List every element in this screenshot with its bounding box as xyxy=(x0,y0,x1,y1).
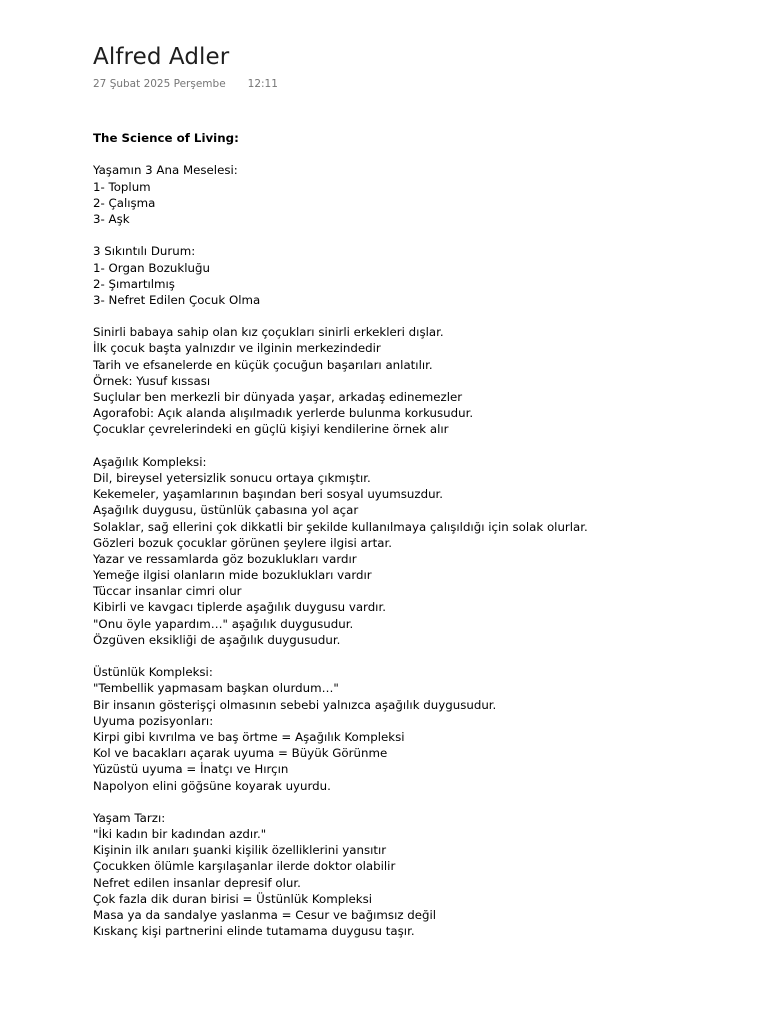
note-line: Tarih ve efsanelerde en küçük çocuğun başarıları anlatılır. xyxy=(93,357,433,372)
blank-line xyxy=(93,227,588,243)
note-line: Solaklar, sağ ellerini çok dikkatli bir şekilde kullanılmaya çalışıldığı için solak olurlar. xyxy=(93,519,588,534)
note-line: Uyuma pozisyonları: xyxy=(93,713,214,728)
note-heading: The Science of Living: xyxy=(93,131,239,145)
note-line: Agorafobi: Açık alanda alışılmadık yerlerde bulunma korkusudur. xyxy=(93,406,474,421)
note-line: "İki kadın bir kadından azdır." xyxy=(93,827,267,842)
note-line: 2- Şımartılmış xyxy=(93,276,175,291)
note-line: Çocukken ölümle karşılaşanlar ilerde doktor olabilir xyxy=(93,859,396,874)
note-line: 3- Nefret Edilen Çocuk Olma xyxy=(93,292,261,307)
note-line: 3- Aşk xyxy=(93,211,130,226)
note-line: Kol ve bacakları açarak uyuma = Büyük Görünme xyxy=(93,746,388,761)
note-line: Yaşam Tarzı: xyxy=(93,810,166,825)
page-meta xyxy=(93,78,278,90)
note-line: Üstünlük Kompleksi: xyxy=(93,665,213,680)
note-line: Kişinin ilk anıları şuanki kişilik özelliklerini yansıtır xyxy=(93,843,387,858)
note-line: "Onu öyle yapardım…" aşağılık duygusudur. xyxy=(93,616,354,631)
note-line: Tüccar insanlar cimri olur xyxy=(93,584,242,599)
note-line: Napolyon elini göğsüne koyarak uyurdu. xyxy=(93,778,331,793)
note-line: Çocuklar çevrelerindeki en güçlü kişiyi kendilerine örnek alır xyxy=(93,422,449,437)
page-time: 12:11 xyxy=(247,78,278,90)
page-date: 27 Şubat 2025 Perşembe xyxy=(93,78,226,90)
blank-line xyxy=(93,146,588,162)
note-line: Sinirli babaya sahip olan kız çoçukları sinirli erkekleri dışlar. xyxy=(93,325,444,340)
note-line: 1- Toplum xyxy=(93,179,151,194)
note-line: Yemeğe ilgisi olanların mide bozuklukları vardır xyxy=(93,568,372,583)
page-title[interactable]: Alfred Adler xyxy=(93,44,230,70)
note-line: Dil, bireysel yetersizlik sonucu ortaya çıkmıştır. xyxy=(93,470,371,485)
note-line: Çok fazla dik duran birisi = Üstünlük Kompleksi xyxy=(93,891,373,906)
note-line: Kirpi gibi kıvrılma ve baş örtme = Aşağılık Kompleksi xyxy=(93,729,405,744)
note-line: Masa ya da sandalye yaslanma = Cesur ve bağımsız değil xyxy=(93,908,437,922)
note-line: Kekemeler, yaşamlarının başından beri sosyal uyumsuzdur. xyxy=(93,487,444,502)
note-line: Aşağılık duygusu, üstünlük çabasına yol açar xyxy=(93,503,359,518)
blank-line xyxy=(93,438,588,454)
note-line: Bir insanın gösterişçi olmasının sebebi yalnızca aşağılık duygusudur. xyxy=(93,697,497,712)
note-line: Kibirli ve kavgacı tiplerde aşağılık duygusu vardır. xyxy=(93,600,386,615)
blank-line xyxy=(93,648,588,664)
note-line: Suçlular ben merkezli bir dünyada yaşar, arkadaş edinemezler xyxy=(93,390,463,404)
blank-line xyxy=(93,794,588,810)
note-line: Kıskanç kişi partnerini elinde tutamama duygusu taşır. xyxy=(93,924,415,939)
note-line: Yaşamın 3 Ana Meselesi: xyxy=(93,163,238,178)
note-line: 3 Sıkıntılı Durum: xyxy=(93,244,196,259)
note-line: 1- Organ Bozukluğu xyxy=(93,260,210,275)
note-line: Yüzüstü uyuma = İnatçı ve Hırçın xyxy=(93,762,289,777)
note-line: Aşağılık Kompleksi: xyxy=(93,454,207,469)
note-line: Özgüven eksikliği de aşağılık duygusudur. xyxy=(93,632,341,647)
note-line: "Tembellik yapmasam başkan olurdum…" xyxy=(93,681,339,696)
note-line: Nefret edilen insanlar depresif olur. xyxy=(93,875,301,890)
note-line: İlk çocuk başta yalnızdır ve ilginin merkezindedir xyxy=(93,341,381,356)
note-line: Örnek: Yusuf kıssası xyxy=(93,373,211,388)
note-line: Yazar ve ressamlarda göz bozuklukları vardır xyxy=(93,551,357,566)
blank-line xyxy=(93,308,588,324)
note-line: Gözleri bozuk çocuklar görünen şeylere ilgisi artar. xyxy=(93,535,392,550)
note-body[interactable] xyxy=(93,130,588,939)
note-line: 2- Çalışma xyxy=(93,195,156,210)
